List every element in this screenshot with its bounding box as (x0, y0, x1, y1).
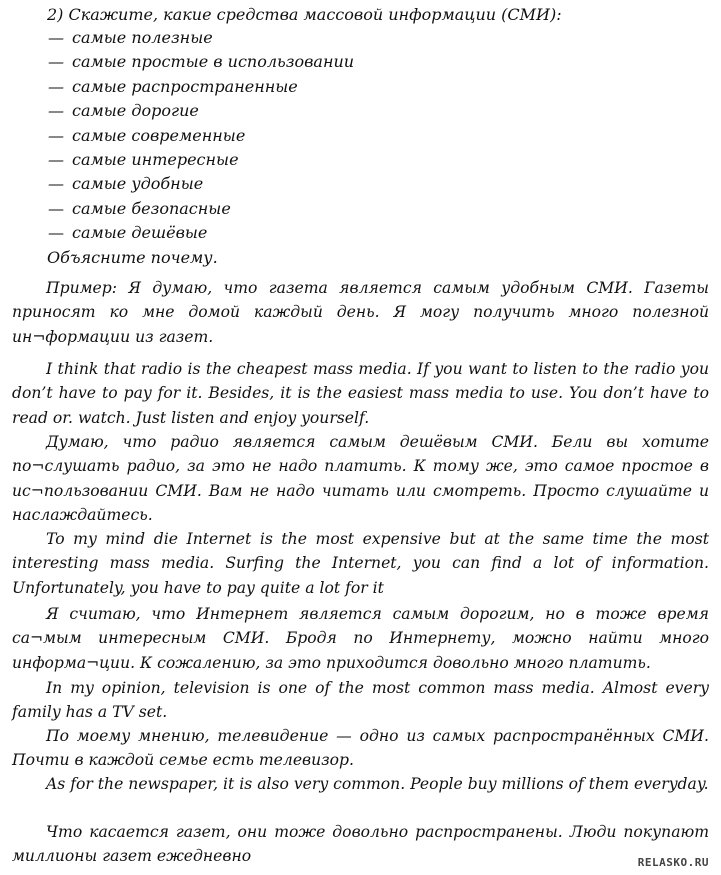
watermark: RELASKO.RU (637, 856, 709, 869)
paragraph-tv-ru: По моему мнению, телевидение — одно из самых распространённых СМИ. Почти в каждой семье есть телевизор. (12, 727, 709, 770)
paragraph-tv-en: In my opinion, television is one of the most common mass media. Almost every family has a TV set. (12, 679, 709, 722)
list-item: — самые дорогие (48, 101, 199, 121)
paragraph-internet-ru: Я считаю, что Интернет является самым дорогим, но в тоже время са¬мым интересным СМИ. Бродя по Интернету, можно найти много информа¬ции. К сожалению, за это приходится довольно много платить. (12, 605, 709, 672)
explain-prompt: Объясните почему. (47, 248, 218, 267)
list-item: — самые интересные (48, 150, 239, 170)
list-item: — самые современные (48, 125, 246, 145)
paragraph-example: Пример: Я думаю, что газета является самым удобным СМИ. Газеты приносят ко мне домой каждый день. Я могу получить много полезной ин¬формации из газет. (12, 279, 709, 346)
list-item: — самые простые в использовании (48, 52, 355, 72)
question-heading: 2) Скажите, какие средства массовой информации (СМИ): (47, 5, 562, 24)
paragraph-newspaper-en: As for the newspaper, it is also very common. People buy millions of them everyday. (46, 775, 709, 793)
list-item: — самые дешёвые (48, 223, 208, 243)
paragraph-internet-en: To my mind die Internet is the most expensive but at the same time the most interesting mass media. Surfing the Internet, you can find a lot of information. Unfortunately, you have to pay quite a lot for it (12, 530, 709, 597)
list-item: — самые распространенные (48, 76, 298, 96)
paragraph-newspaper-ru: Что касается газет, они тоже довольно распространены. Люди покупают миллионы газет ежедневно (12, 823, 709, 866)
list-item: — самые удобные (48, 174, 204, 194)
paragraph-radio-en: I think that radio is the cheapest mass media. If you want to listen to the radio you don’t have to pay for it. Besides, it is the easiest mass media to use. You don’t have to read or. watch. Just listen and enjoy yourself. (12, 360, 709, 427)
options-list (48, 26, 354, 246)
paragraph-radio-ru: Думаю, что радио является самым дешёвым СМИ. Бели вы хотите по¬слушать радио, за это не надо платить. К тому же, это самое простое в ис¬пользовании СМИ. Вам не надо читать или смотреть. Просто слушайте и наслаждайтесь. (12, 433, 709, 525)
list-item: — самые безопасные (48, 198, 231, 218)
list-item: — самые полезные (48, 28, 213, 47)
